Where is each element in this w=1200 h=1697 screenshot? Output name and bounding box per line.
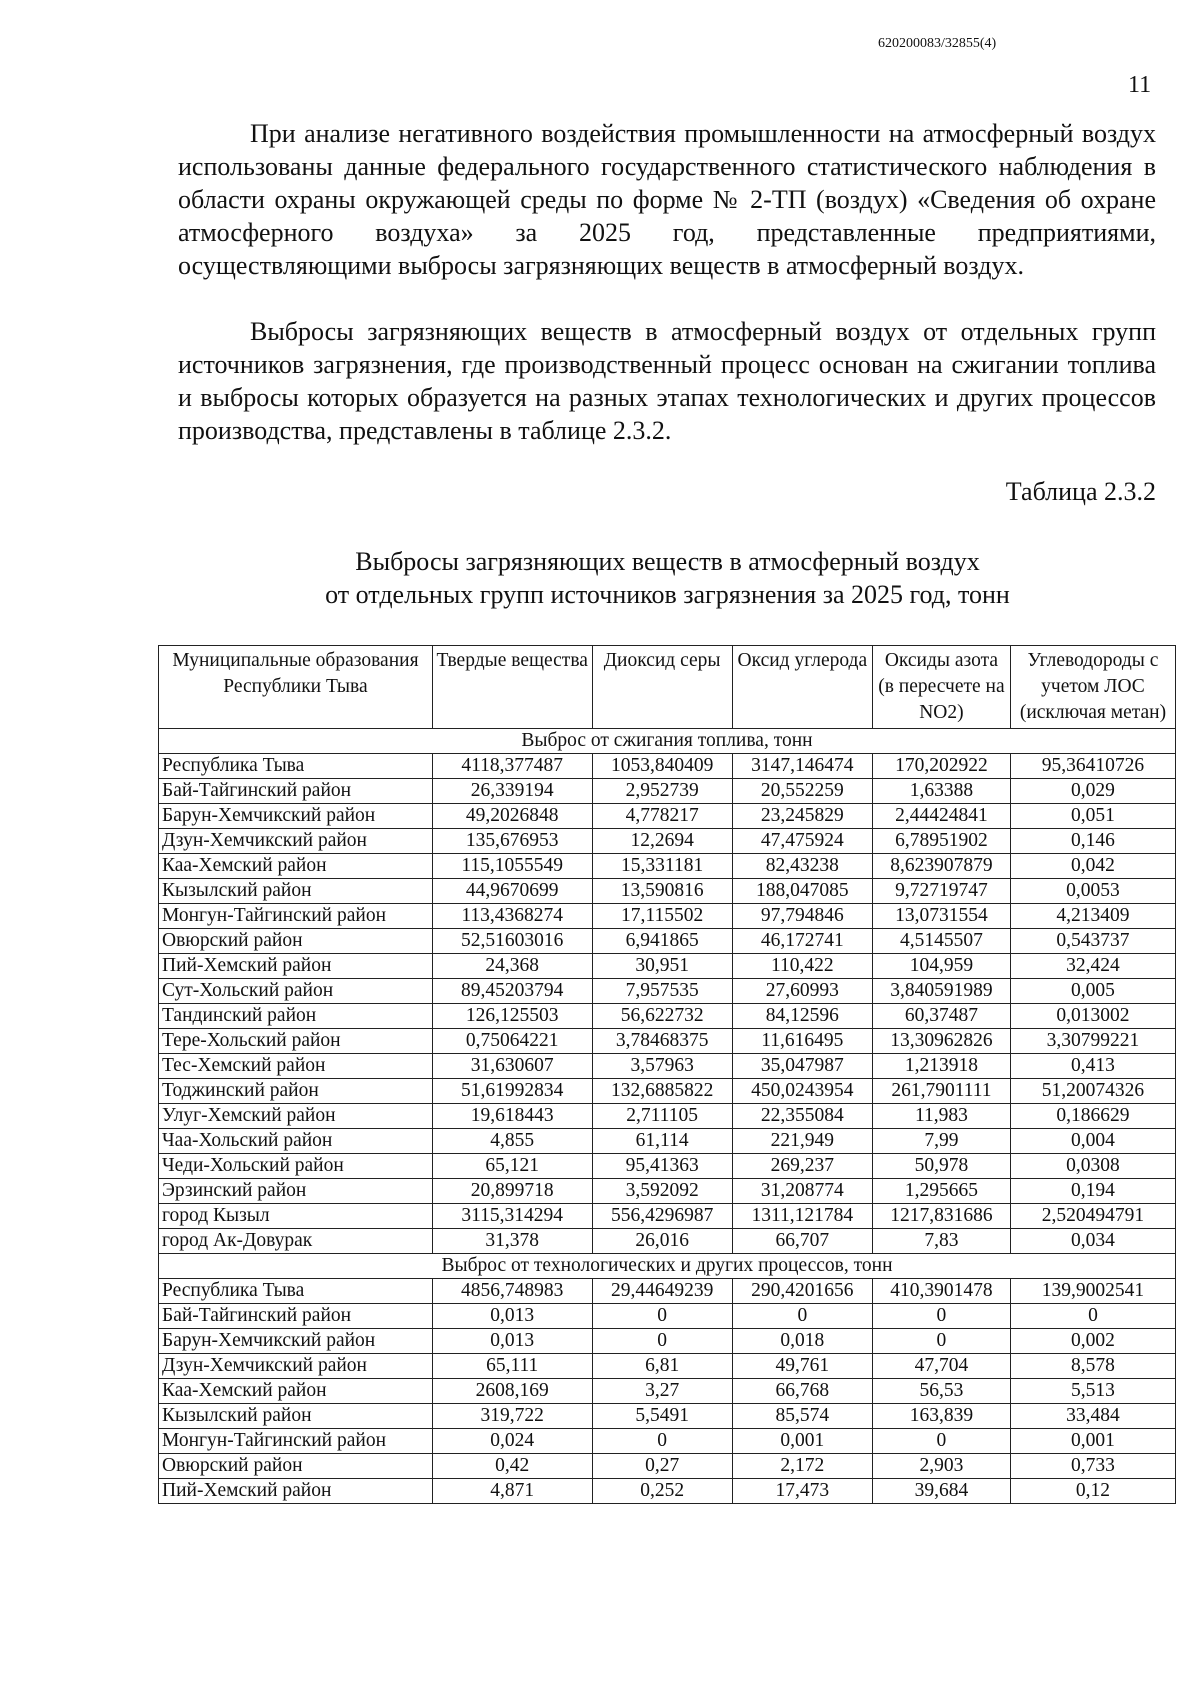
cell-hydrocarbons: 0,12 <box>1010 1479 1175 1504</box>
cell-solids: 0,75064221 <box>432 1029 592 1054</box>
cell-nitrogen-oxides: 1217,831686 <box>872 1204 1010 1229</box>
cell-sulfur-dioxide: 29,44649239 <box>592 1279 732 1304</box>
cell-carbon-monoxide: 188,047085 <box>732 879 872 904</box>
cell-hydrocarbons: 0,733 <box>1010 1454 1175 1479</box>
cell-hydrocarbons: 32,424 <box>1010 954 1175 979</box>
cell-hydrocarbons: 2,520494791 <box>1010 1204 1175 1229</box>
cell-nitrogen-oxides: 60,37487 <box>872 1004 1010 1029</box>
cell-nitrogen-oxides: 4,5145507 <box>872 929 1010 954</box>
cell-municipality: Чаа-Хольский район <box>159 1129 433 1154</box>
cell-hydrocarbons: 4,213409 <box>1010 904 1175 929</box>
cell-sulfur-dioxide: 13,590816 <box>592 879 732 904</box>
cell-municipality: Монгун-Тайгинский район <box>159 904 433 929</box>
table-row <box>159 1229 1176 1254</box>
intro-paragraph: При анализе негативного воздействия промышленности на атмосферный воздух использованы данные федерального государственного статистического наблюдения в области охраны окружающей среды по форме № 2-ТП (воздух) «Сведения об охране атмосферного воздуха» за 2025 год, представленные предприятиями, осуществляющими выбросы загрязняющих веществ в атмосферный воздух. <box>178 119 1156 280</box>
cell-hydrocarbons: 5,513 <box>1010 1379 1175 1404</box>
cell-carbon-monoxide: 35,047987 <box>732 1054 872 1079</box>
cell-carbon-monoxide: 450,0243954 <box>732 1079 872 1104</box>
cell-nitrogen-oxides: 3,840591989 <box>872 979 1010 1004</box>
table-number: Таблица 2.3.2 <box>1005 477 1156 506</box>
cell-municipality: Каа-Хемский район <box>159 854 433 879</box>
cell-municipality: город Ак-Довурак <box>159 1229 433 1254</box>
cell-hydrocarbons: 0,186629 <box>1010 1104 1175 1129</box>
description-paragraph: Выбросы загрязняющих веществ в атмосферный воздух от отдельных групп источников загрязнения, где производственный процесс основан на сжигании топлива и выбросы которых образуется на разных этапах технологических и других процессов производства, представлены в таблице 2.3.2. <box>178 317 1156 445</box>
cell-carbon-monoxide: 20,552259 <box>732 779 872 804</box>
cell-solids: 319,722 <box>432 1404 592 1429</box>
cell-hydrocarbons: 0,194 <box>1010 1179 1175 1204</box>
table-title-line-2: от отдельных групп источников загрязнения за 2025 год, тонн <box>325 580 1010 609</box>
cell-hydrocarbons: 3,30799221 <box>1010 1029 1175 1054</box>
cell-solids: 20,899718 <box>432 1179 592 1204</box>
cell-solids: 4,871 <box>432 1479 592 1504</box>
table-row <box>159 1429 1176 1454</box>
cell-sulfur-dioxide: 17,115502 <box>592 904 732 929</box>
table-row <box>159 954 1176 979</box>
cell-carbon-monoxide: 269,237 <box>732 1154 872 1179</box>
section-title: Выброс от сжигания топлива, тонн <box>159 729 1176 754</box>
cell-solids: 113,4368274 <box>432 904 592 929</box>
cell-carbon-monoxide: 46,172741 <box>732 929 872 954</box>
cell-nitrogen-oxides: 13,0731554 <box>872 904 1010 929</box>
cell-municipality: Чеди-Хольский район <box>159 1154 433 1179</box>
cell-hydrocarbons: 0,543737 <box>1010 929 1175 954</box>
table-body <box>159 729 1176 1504</box>
cell-sulfur-dioxide: 0,27 <box>592 1454 732 1479</box>
table-row <box>159 1379 1176 1404</box>
cell-carbon-monoxide: 3147,146474 <box>732 754 872 779</box>
cell-nitrogen-oxides: 104,959 <box>872 954 1010 979</box>
cell-solids: 51,61992834 <box>432 1079 592 1104</box>
table-row <box>159 1329 1176 1354</box>
document-id: 620200083/32855(4) <box>878 36 997 51</box>
cell-nitrogen-oxides: 6,78951902 <box>872 829 1010 854</box>
cell-carbon-monoxide: 0,018 <box>732 1329 872 1354</box>
cell-sulfur-dioxide: 2,952739 <box>592 779 732 804</box>
cell-municipality: Кызылский район <box>159 1404 433 1429</box>
cell-sulfur-dioxide: 3,592092 <box>592 1179 732 1204</box>
cell-carbon-monoxide: 110,422 <box>732 954 872 979</box>
cell-sulfur-dioxide: 3,57963 <box>592 1054 732 1079</box>
table-row <box>159 1179 1176 1204</box>
cell-hydrocarbons: 0,013002 <box>1010 1004 1175 1029</box>
cell-nitrogen-oxides: 163,839 <box>872 1404 1010 1429</box>
cell-municipality: Пий-Хемский район <box>159 954 433 979</box>
cell-sulfur-dioxide: 2,711105 <box>592 1104 732 1129</box>
cell-municipality: Кызылский район <box>159 879 433 904</box>
emissions-table <box>158 645 1176 1504</box>
cell-municipality: Овюрский район <box>159 1454 433 1479</box>
table-row <box>159 979 1176 1004</box>
cell-sulfur-dioxide: 132,6885822 <box>592 1079 732 1104</box>
cell-carbon-monoxide: 290,4201656 <box>732 1279 872 1304</box>
cell-sulfur-dioxide: 95,41363 <box>592 1154 732 1179</box>
cell-municipality: Тере-Хольский район <box>159 1029 433 1054</box>
cell-carbon-monoxide: 23,245829 <box>732 804 872 829</box>
cell-municipality: Республика Тыва <box>159 1279 433 1304</box>
table-row <box>159 1104 1176 1129</box>
cell-carbon-monoxide: 11,616495 <box>732 1029 872 1054</box>
cell-municipality: Овюрский район <box>159 929 433 954</box>
table-row <box>159 1154 1176 1179</box>
cell-carbon-monoxide: 97,794846 <box>732 904 872 929</box>
cell-hydrocarbons: 0,042 <box>1010 854 1175 879</box>
cell-municipality: Бай-Тайгинский район <box>159 779 433 804</box>
table-row <box>159 1079 1176 1104</box>
cell-carbon-monoxide: 49,761 <box>732 1354 872 1379</box>
cell-nitrogen-oxides: 7,99 <box>872 1129 1010 1154</box>
cell-solids: 2608,169 <box>432 1379 592 1404</box>
table-row <box>159 1404 1176 1429</box>
table-title <box>160 545 1175 611</box>
cell-sulfur-dioxide: 12,2694 <box>592 829 732 854</box>
cell-municipality: Тоджинский район <box>159 1079 433 1104</box>
cell-sulfur-dioxide: 6,941865 <box>592 929 732 954</box>
cell-nitrogen-oxides: 47,704 <box>872 1354 1010 1379</box>
cell-municipality: Тес-Хемский район <box>159 1054 433 1079</box>
cell-municipality: город Кызыл <box>159 1204 433 1229</box>
column-header-solids: Твердые вещества <box>432 646 592 729</box>
cell-solids: 0,024 <box>432 1429 592 1454</box>
table-row <box>159 1004 1176 1029</box>
cell-solids: 44,9670699 <box>432 879 592 904</box>
cell-municipality: Бай-Тайгинский район <box>159 1304 433 1329</box>
cell-nitrogen-oxides: 0 <box>872 1429 1010 1454</box>
table-header-row <box>159 646 1176 729</box>
cell-nitrogen-oxides: 1,295665 <box>872 1179 1010 1204</box>
cell-solids: 0,42 <box>432 1454 592 1479</box>
cell-hydrocarbons: 8,578 <box>1010 1354 1175 1379</box>
cell-solids: 26,339194 <box>432 779 592 804</box>
column-header-hydrocarbons: Углеводороды с учетом ЛОС (исключая метан) <box>1010 646 1175 729</box>
cell-municipality: Эрзинский район <box>159 1179 433 1204</box>
cell-nitrogen-oxides: 9,72719747 <box>872 879 1010 904</box>
table-row <box>159 829 1176 854</box>
cell-sulfur-dioxide: 3,78468375 <box>592 1029 732 1054</box>
cell-sulfur-dioxide: 6,81 <box>592 1354 732 1379</box>
table-row <box>159 1479 1176 1504</box>
cell-carbon-monoxide: 31,208774 <box>732 1179 872 1204</box>
cell-sulfur-dioxide: 0 <box>592 1304 732 1329</box>
cell-hydrocarbons: 0,413 <box>1010 1054 1175 1079</box>
cell-hydrocarbons: 0,034 <box>1010 1229 1175 1254</box>
cell-solids: 31,630607 <box>432 1054 592 1079</box>
cell-sulfur-dioxide: 7,957535 <box>592 979 732 1004</box>
cell-sulfur-dioxide: 15,331181 <box>592 854 732 879</box>
cell-municipality: Тандинский район <box>159 1004 433 1029</box>
cell-solids: 126,125503 <box>432 1004 592 1029</box>
cell-hydrocarbons: 0,029 <box>1010 779 1175 804</box>
cell-sulfur-dioxide: 556,4296987 <box>592 1204 732 1229</box>
cell-nitrogen-oxides: 50,978 <box>872 1154 1010 1179</box>
cell-carbon-monoxide: 84,12596 <box>732 1004 872 1029</box>
cell-solids: 52,51603016 <box>432 929 592 954</box>
cell-hydrocarbons: 0,002 <box>1010 1329 1175 1354</box>
page-number: 11 <box>1128 72 1152 98</box>
table-row <box>159 754 1176 779</box>
cell-nitrogen-oxides: 8,623907879 <box>872 854 1010 879</box>
cell-hydrocarbons: 139,9002541 <box>1010 1279 1175 1304</box>
cell-sulfur-dioxide: 30,951 <box>592 954 732 979</box>
cell-hydrocarbons: 0 <box>1010 1304 1175 1329</box>
cell-carbon-monoxide: 0,001 <box>732 1429 872 1454</box>
cell-carbon-monoxide: 221,949 <box>732 1129 872 1154</box>
cell-municipality: Улуг-Хемский район <box>159 1104 433 1129</box>
cell-municipality: Пий-Хемский район <box>159 1479 433 1504</box>
table-row <box>159 1054 1176 1079</box>
table-row <box>159 779 1176 804</box>
table-row <box>159 804 1176 829</box>
cell-solids: 0,013 <box>432 1304 592 1329</box>
cell-nitrogen-oxides: 39,684 <box>872 1479 1010 1504</box>
cell-solids: 65,121 <box>432 1154 592 1179</box>
cell-nitrogen-oxides: 11,983 <box>872 1104 1010 1129</box>
cell-solids: 24,368 <box>432 954 592 979</box>
cell-hydrocarbons: 33,484 <box>1010 1404 1175 1429</box>
cell-carbon-monoxide: 1311,121784 <box>732 1204 872 1229</box>
table-row <box>159 1454 1176 1479</box>
table-row <box>159 1279 1176 1304</box>
section-header-row <box>159 729 1176 754</box>
cell-solids: 65,111 <box>432 1354 592 1379</box>
cell-nitrogen-oxides: 2,903 <box>872 1454 1010 1479</box>
cell-sulfur-dioxide: 4,778217 <box>592 804 732 829</box>
cell-sulfur-dioxide: 3,27 <box>592 1379 732 1404</box>
cell-solids: 49,2026848 <box>432 804 592 829</box>
cell-solids: 115,1055549 <box>432 854 592 879</box>
column-header-carbon-monoxide: Оксид углерода <box>732 646 872 729</box>
cell-carbon-monoxide: 85,574 <box>732 1404 872 1429</box>
cell-solids: 89,45203794 <box>432 979 592 1004</box>
table-row <box>159 1029 1176 1054</box>
cell-hydrocarbons: 51,20074326 <box>1010 1079 1175 1104</box>
cell-carbon-monoxide: 66,768 <box>732 1379 872 1404</box>
cell-nitrogen-oxides: 261,7901111 <box>872 1079 1010 1104</box>
cell-sulfur-dioxide: 0,252 <box>592 1479 732 1504</box>
cell-sulfur-dioxide: 56,622732 <box>592 1004 732 1029</box>
cell-hydrocarbons: 95,36410726 <box>1010 754 1175 779</box>
cell-solids: 135,676953 <box>432 829 592 854</box>
table-row <box>159 1304 1176 1329</box>
cell-hydrocarbons: 0,0308 <box>1010 1154 1175 1179</box>
cell-nitrogen-oxides: 1,63388 <box>872 779 1010 804</box>
cell-nitrogen-oxides: 13,30962826 <box>872 1029 1010 1054</box>
cell-solids: 3115,314294 <box>432 1204 592 1229</box>
cell-hydrocarbons: 0,004 <box>1010 1129 1175 1154</box>
cell-hydrocarbons: 0,051 <box>1010 804 1175 829</box>
cell-solids: 31,378 <box>432 1229 592 1254</box>
table-row <box>159 1354 1176 1379</box>
section-header-row <box>159 1254 1176 1279</box>
cell-nitrogen-oxides: 410,3901478 <box>872 1279 1010 1304</box>
cell-sulfur-dioxide: 0 <box>592 1329 732 1354</box>
table-row <box>159 1204 1176 1229</box>
cell-sulfur-dioxide: 0 <box>592 1429 732 1454</box>
cell-carbon-monoxide: 47,475924 <box>732 829 872 854</box>
cell-carbon-monoxide: 0 <box>732 1304 872 1329</box>
cell-municipality: Дзун-Хемчикский район <box>159 829 433 854</box>
cell-solids: 19,618443 <box>432 1104 592 1129</box>
cell-solids: 4,855 <box>432 1129 592 1154</box>
cell-nitrogen-oxides: 0 <box>872 1304 1010 1329</box>
cell-solids: 0,013 <box>432 1329 592 1354</box>
cell-nitrogen-oxides: 1,213918 <box>872 1054 1010 1079</box>
cell-nitrogen-oxides: 7,83 <box>872 1229 1010 1254</box>
cell-municipality: Дзун-Хемчикский район <box>159 1354 433 1379</box>
column-header-municipality: Муниципальные образования Республики Тыва <box>159 646 433 729</box>
table-row <box>159 1129 1176 1154</box>
table-title-line-1: Выбросы загрязняющих веществ в атмосферный воздух <box>355 547 980 576</box>
table-row <box>159 854 1176 879</box>
cell-nitrogen-oxides: 2,44424841 <box>872 804 1010 829</box>
cell-carbon-monoxide: 82,43238 <box>732 854 872 879</box>
column-header-nitrogen-oxides: Оксиды азота (в пересчете на NO2) <box>872 646 1010 729</box>
table-row <box>159 929 1176 954</box>
cell-nitrogen-oxides: 0 <box>872 1329 1010 1354</box>
cell-nitrogen-oxides: 170,202922 <box>872 754 1010 779</box>
cell-carbon-monoxide: 17,473 <box>732 1479 872 1504</box>
cell-carbon-monoxide: 66,707 <box>732 1229 872 1254</box>
cell-hydrocarbons: 0,0053 <box>1010 879 1175 904</box>
cell-hydrocarbons: 0,005 <box>1010 979 1175 1004</box>
cell-solids: 4118,377487 <box>432 754 592 779</box>
cell-municipality: Барун-Хемчикский район <box>159 804 433 829</box>
table-row <box>159 904 1176 929</box>
cell-carbon-monoxide: 2,172 <box>732 1454 872 1479</box>
cell-hydrocarbons: 0,001 <box>1010 1429 1175 1454</box>
cell-municipality: Барун-Хемчикский район <box>159 1329 433 1354</box>
cell-sulfur-dioxide: 1053,840409 <box>592 754 732 779</box>
cell-hydrocarbons: 0,146 <box>1010 829 1175 854</box>
cell-municipality: Сут-Хольский район <box>159 979 433 1004</box>
cell-solids: 4856,748983 <box>432 1279 592 1304</box>
column-header-sulfur-dioxide: Диоксид серы <box>592 646 732 729</box>
cell-nitrogen-oxides: 56,53 <box>872 1379 1010 1404</box>
cell-municipality: Монгун-Тайгинский район <box>159 1429 433 1454</box>
cell-municipality: Каа-Хемский район <box>159 1379 433 1404</box>
cell-municipality: Республика Тыва <box>159 754 433 779</box>
section-title: Выброс от технологических и других процессов, тонн <box>159 1254 1176 1279</box>
cell-sulfur-dioxide: 5,5491 <box>592 1404 732 1429</box>
cell-sulfur-dioxide: 26,016 <box>592 1229 732 1254</box>
cell-carbon-monoxide: 22,355084 <box>732 1104 872 1129</box>
cell-carbon-monoxide: 27,60993 <box>732 979 872 1004</box>
table-row <box>159 879 1176 904</box>
cell-sulfur-dioxide: 61,114 <box>592 1129 732 1154</box>
